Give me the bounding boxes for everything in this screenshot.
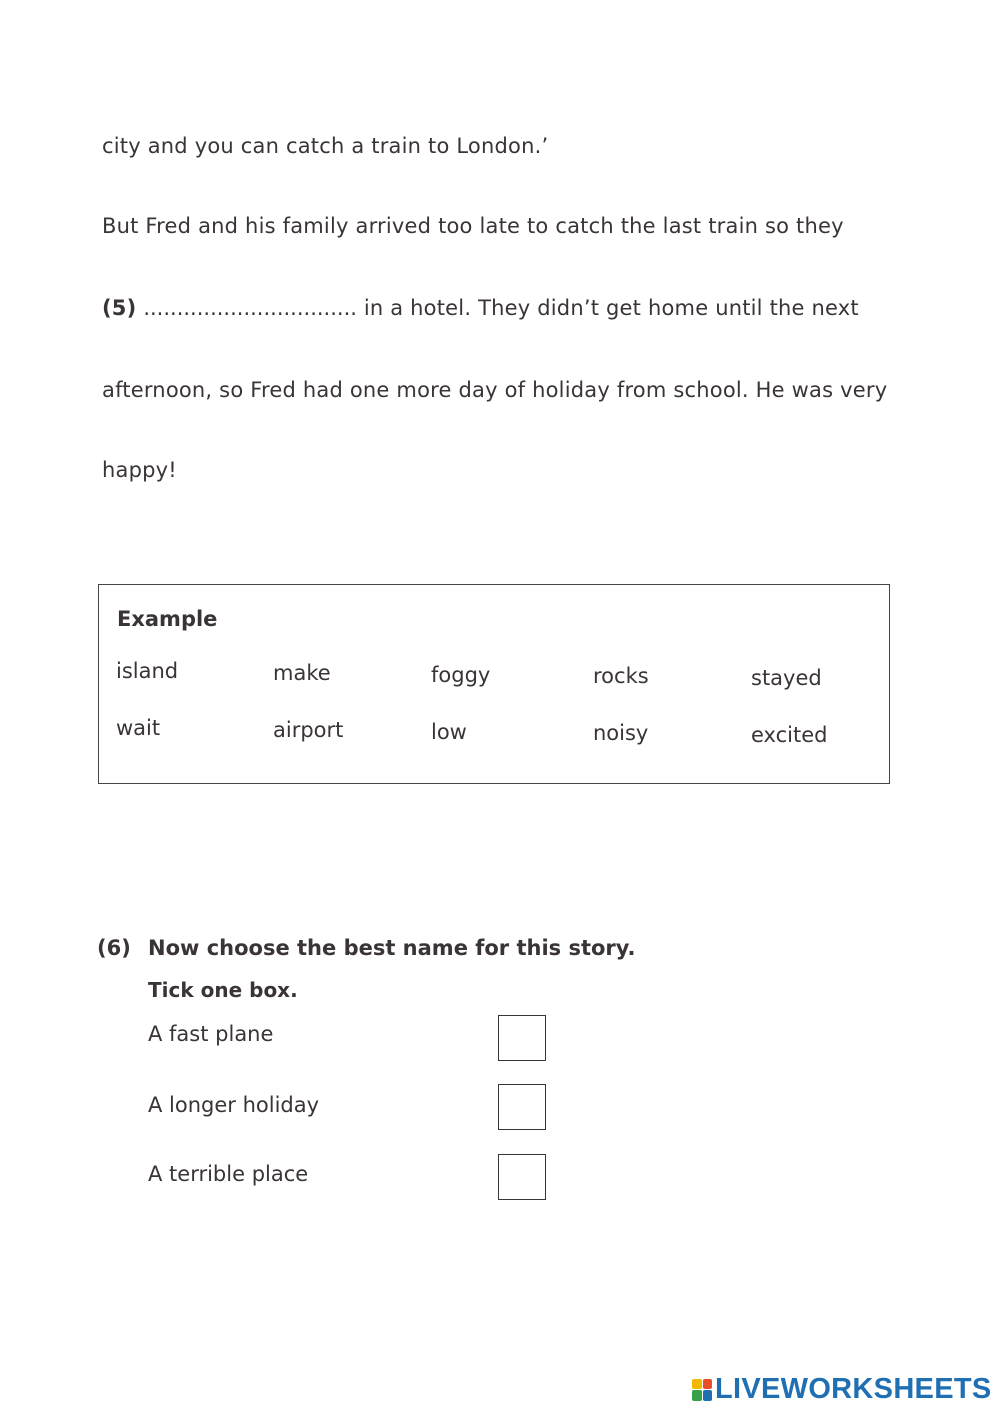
question-6-number: (6) — [97, 936, 131, 960]
story-line-2: But Fred and his family arrived too late to catch the last train so they — [102, 214, 844, 238]
word-item: island — [116, 659, 179, 683]
liveworksheets-brand-text: LIVEWORKSHEETS — [715, 1373, 992, 1405]
tick-box-longer-holiday[interactable] — [498, 1084, 546, 1130]
story-line-4: afternoon, so Fred had one more day of holiday from school. He was very — [102, 378, 888, 402]
word-item: excited — [751, 723, 828, 747]
question-6-prompt: Now choose the best name for this story. — [148, 936, 636, 960]
tick-box-fast-plane[interactable] — [498, 1015, 546, 1061]
example-label: Example — [117, 607, 218, 631]
liveworksheets-logo[interactable] — [692, 1373, 992, 1406]
word-item: low — [431, 720, 467, 744]
question-6-instruction: Tick one box. — [148, 978, 298, 1002]
word-bank-box — [98, 584, 890, 784]
story-line-3-rest: in a hotel. They didn’t get home until the next — [363, 296, 859, 320]
word-item: noisy — [593, 721, 649, 745]
word-item: rocks — [593, 664, 649, 688]
story-line-3 — [102, 296, 859, 320]
option-label-longer-holiday: A longer holiday — [148, 1093, 320, 1117]
question-5-number: (5) — [102, 296, 137, 320]
word-item: stayed — [751, 666, 822, 690]
liveworksheets-logo-icon — [692, 1379, 712, 1401]
answer-blank-5[interactable]: ................................ — [143, 296, 357, 320]
word-item: airport — [273, 718, 344, 742]
word-item: wait — [116, 716, 161, 740]
tick-box-terrible-place[interactable] — [498, 1154, 546, 1200]
word-item: foggy — [431, 663, 491, 687]
option-label-fast-plane: A fast plane — [148, 1022, 274, 1046]
option-label-terrible-place: A terrible place — [148, 1162, 309, 1186]
word-item: make — [273, 661, 331, 685]
story-line-5: happy! — [102, 458, 177, 482]
story-line-1: city and you can catch a train to London.’ — [102, 134, 549, 158]
